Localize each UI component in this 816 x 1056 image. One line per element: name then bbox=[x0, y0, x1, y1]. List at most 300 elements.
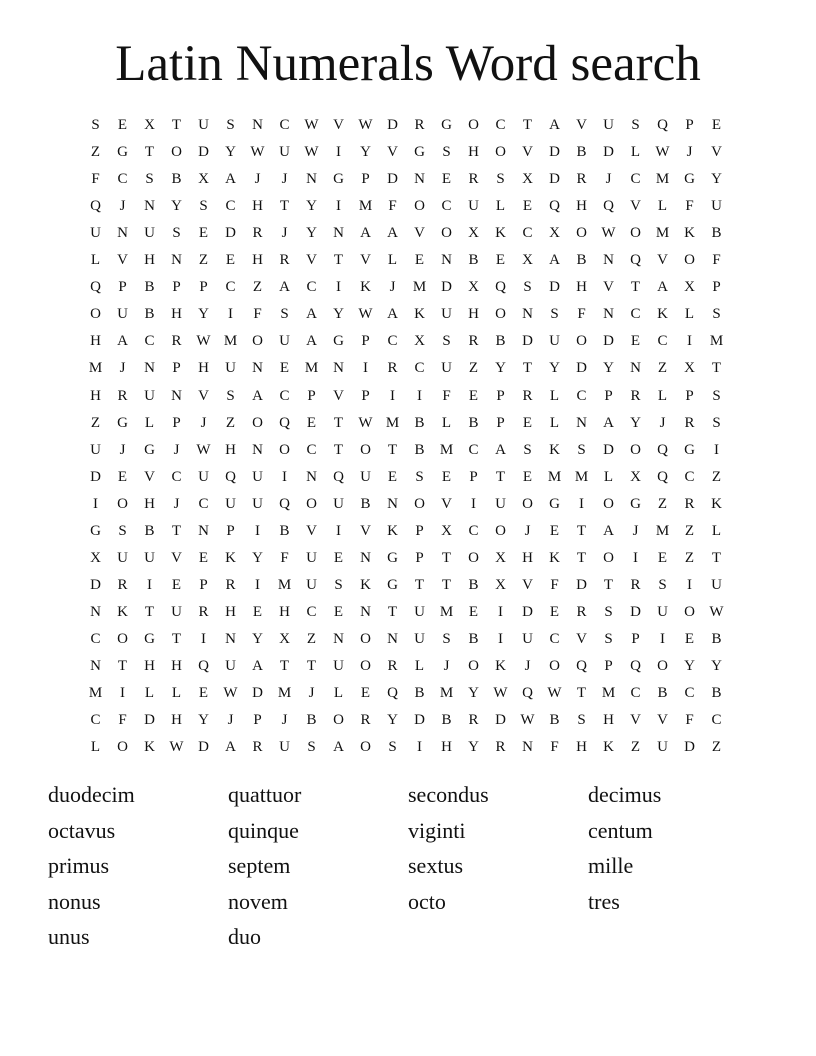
grid-letter: F bbox=[712, 252, 721, 269]
grid-letter: H bbox=[225, 603, 236, 620]
grid-letter: B bbox=[711, 630, 722, 647]
grid-letter: A bbox=[657, 279, 668, 296]
grid-letter: O bbox=[495, 522, 506, 539]
grid-letter: C bbox=[684, 468, 695, 485]
grid-letter: I bbox=[579, 495, 584, 512]
grid-letter: H bbox=[576, 279, 587, 296]
grid-letter: D bbox=[603, 144, 614, 161]
grid-letter: E bbox=[387, 468, 398, 485]
grid-letter: G bbox=[414, 144, 425, 161]
grid-letter: T bbox=[522, 117, 533, 133]
grid-letter: G bbox=[333, 333, 344, 350]
grid-letter: I bbox=[228, 306, 233, 323]
grid-row bbox=[82, 518, 730, 545]
grid-row bbox=[82, 464, 730, 491]
grid-letter: O bbox=[495, 306, 506, 323]
grid-letter: E bbox=[549, 522, 560, 539]
grid-letter: H bbox=[468, 144, 479, 161]
grid-letter: Q bbox=[630, 252, 641, 269]
grid-letter: Q bbox=[630, 658, 641, 674]
grid-letter: M bbox=[655, 225, 670, 242]
grid-letter: V bbox=[360, 252, 371, 269]
grid-letter: E bbox=[468, 387, 479, 404]
grid-letter: Z bbox=[657, 360, 668, 377]
grid-letter: S bbox=[145, 171, 154, 188]
grid-letter: D bbox=[387, 171, 398, 188]
grid-letter: X bbox=[630, 468, 641, 485]
grid-letter: M bbox=[358, 198, 373, 215]
grid-letter: D bbox=[603, 333, 614, 350]
grid-letter: O bbox=[657, 658, 668, 674]
grid-letter: V bbox=[576, 630, 587, 647]
grid-letter: J bbox=[173, 495, 180, 512]
grid-letter: U bbox=[441, 360, 452, 377]
grid-letter: L bbox=[90, 252, 101, 269]
grid-letter: J bbox=[119, 198, 126, 215]
grid-letter: E bbox=[630, 333, 641, 350]
grid-letter: P bbox=[496, 414, 505, 431]
grid-row bbox=[82, 193, 730, 220]
grid-letter: Y bbox=[252, 630, 263, 647]
grid-letter: B bbox=[279, 522, 290, 539]
grid-letter: L bbox=[495, 198, 506, 215]
grid-letter: Q bbox=[279, 495, 290, 512]
grid-letter: B bbox=[576, 144, 587, 161]
grid-letter: T bbox=[333, 252, 344, 269]
grid-letter: Q bbox=[279, 414, 290, 431]
grid-letter: E bbox=[522, 468, 533, 485]
grid-letter: W bbox=[196, 333, 211, 350]
grid-letter: S bbox=[658, 576, 667, 593]
grid-letter: G bbox=[333, 171, 344, 188]
word-list-item: duo bbox=[228, 924, 261, 949]
grid-letter: F bbox=[685, 198, 694, 215]
grid-row bbox=[82, 653, 730, 680]
grid-letter: X bbox=[441, 522, 452, 539]
grid-letter: H bbox=[90, 333, 101, 350]
grid-letter: A bbox=[333, 739, 344, 756]
grid-letter: P bbox=[415, 522, 424, 539]
grid-letter: O bbox=[468, 549, 479, 566]
grid-row bbox=[82, 599, 730, 626]
grid-letter: J bbox=[173, 441, 180, 458]
grid-letter: E bbox=[522, 414, 533, 431]
grid-letter: Z bbox=[306, 630, 317, 647]
grid-letter: F bbox=[577, 306, 586, 323]
grid-letter: V bbox=[360, 522, 371, 539]
grid-letter: U bbox=[414, 603, 425, 620]
grid-letter: J bbox=[119, 360, 126, 377]
grid-letter: U bbox=[306, 576, 317, 593]
grid-letter: M bbox=[547, 468, 562, 485]
word-list-item: septem bbox=[228, 853, 291, 878]
grid-letter: P bbox=[361, 387, 370, 404]
grid-letter: B bbox=[306, 712, 317, 729]
grid-letter: K bbox=[144, 739, 155, 756]
grid-letter: F bbox=[442, 387, 451, 404]
grid-letter: E bbox=[522, 198, 533, 215]
grid-letter: M bbox=[439, 685, 454, 702]
grid-letter: K bbox=[603, 739, 614, 756]
grid-letter: V bbox=[414, 225, 425, 242]
grid-letter: V bbox=[522, 144, 533, 161]
grid-letter: D bbox=[603, 441, 614, 458]
grid-letter: Y bbox=[360, 144, 371, 161]
word-list-item: sextus bbox=[408, 853, 463, 878]
grid-letter: N bbox=[387, 495, 398, 512]
grid-letter: O bbox=[414, 198, 425, 215]
grid-letter: H bbox=[468, 306, 479, 323]
grid-letter: G bbox=[144, 441, 155, 458]
grid-letter: R bbox=[225, 576, 236, 593]
grid-letter: N bbox=[630, 360, 641, 377]
grid-letter: S bbox=[334, 576, 343, 593]
grid-letter: P bbox=[172, 360, 181, 377]
grid-letter: G bbox=[630, 495, 641, 512]
grid-letter: U bbox=[711, 198, 722, 215]
grid-letter: U bbox=[495, 495, 506, 512]
grid-letter: O bbox=[360, 658, 371, 674]
grid-letter: F bbox=[685, 712, 694, 729]
grid-letter: I bbox=[363, 360, 368, 377]
grid-letter: Q bbox=[495, 279, 506, 296]
grid-letter: V bbox=[333, 387, 344, 404]
grid-letter: N bbox=[252, 441, 263, 458]
grid-letter: K bbox=[360, 576, 371, 593]
grid-letter: E bbox=[306, 414, 317, 431]
grid-letter: F bbox=[118, 712, 127, 729]
grid-letter: G bbox=[549, 495, 560, 512]
grid-letter: M bbox=[655, 522, 670, 539]
grid-letter: N bbox=[360, 603, 371, 620]
grid-letter: B bbox=[441, 712, 452, 729]
grid-letter: U bbox=[279, 144, 290, 161]
grid-letter: H bbox=[576, 198, 587, 215]
grid-letter: E bbox=[441, 468, 452, 485]
grid-letter: W bbox=[709, 603, 724, 620]
grid-letter: A bbox=[225, 739, 236, 756]
grid-letter: O bbox=[333, 712, 344, 729]
grid-letter: B bbox=[468, 630, 479, 647]
grid-letter: F bbox=[280, 549, 289, 566]
grid-letter: S bbox=[712, 414, 721, 431]
grid-letter: C bbox=[630, 306, 641, 323]
grid-letter: M bbox=[304, 360, 319, 377]
grid-letter: U bbox=[360, 468, 371, 485]
grid-letter: H bbox=[144, 658, 155, 674]
grid-letter: U bbox=[252, 495, 263, 512]
grid-letter: R bbox=[360, 712, 371, 729]
grid-letter: O bbox=[522, 495, 533, 512]
grid-letter: U bbox=[144, 549, 155, 566]
grid-letter: I bbox=[255, 522, 260, 539]
grid-letter: Z bbox=[252, 279, 263, 296]
grid-letter: H bbox=[144, 252, 155, 269]
grid-letter: P bbox=[604, 658, 613, 674]
grid-letter: D bbox=[198, 739, 209, 756]
grid-letter: L bbox=[711, 522, 722, 539]
grid-letter: B bbox=[171, 171, 182, 188]
grid-letter: E bbox=[252, 603, 263, 620]
grid-letter: U bbox=[603, 117, 614, 133]
grid-letter: C bbox=[522, 225, 533, 242]
grid-letter: R bbox=[630, 576, 641, 593]
grid-letter: M bbox=[439, 603, 454, 620]
grid-letter: G bbox=[684, 441, 695, 458]
grid-letter: H bbox=[603, 712, 614, 729]
grid-letter: R bbox=[468, 712, 479, 729]
grid-letter: O bbox=[117, 495, 128, 512]
grid-letter: D bbox=[630, 603, 641, 620]
grid-letter: E bbox=[117, 117, 128, 133]
grid-letter: U bbox=[306, 549, 317, 566]
grid-letter: S bbox=[442, 333, 451, 350]
grid-letter: T bbox=[171, 117, 182, 133]
grid-letter: V bbox=[198, 387, 209, 404]
grid-letter: N bbox=[144, 198, 155, 215]
grid-letter: I bbox=[417, 387, 422, 404]
grid-letter: E bbox=[495, 252, 506, 269]
grid-letter: Y bbox=[333, 306, 344, 323]
grid-letter: D bbox=[522, 603, 533, 620]
grid-letter: W bbox=[196, 441, 211, 458]
grid-letter: S bbox=[550, 306, 559, 323]
grid-letter: I bbox=[120, 685, 125, 702]
grid-letter: K bbox=[495, 225, 506, 242]
grid-letter: M bbox=[277, 685, 292, 702]
grid-letter: T bbox=[306, 658, 317, 674]
word-list-item: centum bbox=[588, 817, 653, 843]
grid-letter: S bbox=[712, 306, 721, 323]
grid-letter: S bbox=[712, 387, 721, 404]
grid-letter: A bbox=[279, 279, 290, 296]
grid-letter: N bbox=[144, 360, 155, 377]
grid-letter: Y bbox=[198, 712, 209, 729]
grid-letter: X bbox=[144, 117, 155, 133]
grid-letter: C bbox=[468, 441, 479, 458]
grid-letter: S bbox=[523, 441, 532, 458]
grid-row bbox=[82, 626, 730, 653]
grid-letter: E bbox=[279, 360, 290, 377]
grid-letter: G bbox=[387, 549, 398, 566]
grid-letter: Y bbox=[198, 306, 209, 323]
grid-letter: O bbox=[117, 739, 128, 756]
grid-letter: V bbox=[657, 252, 668, 269]
grid-letter: S bbox=[226, 117, 235, 133]
grid-letter: Y bbox=[549, 360, 560, 377]
grid-letter: A bbox=[360, 225, 371, 242]
grid-letter: Z bbox=[198, 252, 209, 269]
grid-letter: N bbox=[360, 549, 371, 566]
grid-row bbox=[82, 383, 730, 410]
grid-letter: W bbox=[250, 144, 265, 161]
grid-letter: D bbox=[522, 333, 533, 350]
grid-letter: G bbox=[387, 576, 398, 593]
grid-letter: T bbox=[630, 279, 641, 296]
grid-letter: N bbox=[171, 252, 182, 269]
word-list-item: duodecim bbox=[48, 782, 135, 807]
grid-letter: N bbox=[333, 225, 344, 242]
grid-letter: Q bbox=[603, 198, 614, 215]
grid-letter: B bbox=[468, 252, 479, 269]
grid-letter: L bbox=[441, 414, 452, 431]
grid-letter: S bbox=[523, 279, 532, 296]
grid-letter: Z bbox=[657, 495, 668, 512]
grid-letter: Y bbox=[306, 198, 317, 215]
grid-letter: A bbox=[306, 306, 317, 323]
grid-letter: C bbox=[90, 712, 101, 729]
grid-letter: D bbox=[549, 279, 560, 296]
grid-letter: O bbox=[468, 658, 479, 674]
word-list-item: mille bbox=[588, 853, 634, 878]
grid-letter: O bbox=[441, 225, 452, 242]
grid-letter: T bbox=[279, 658, 290, 674]
grid-letter: P bbox=[685, 117, 694, 133]
grid-letter: J bbox=[308, 685, 315, 702]
grid-letter: T bbox=[522, 360, 533, 377]
grid-letter: Y bbox=[495, 360, 506, 377]
grid-letter: D bbox=[90, 576, 101, 593]
grid-letter: Y bbox=[630, 414, 641, 431]
grid-letter: L bbox=[603, 468, 614, 485]
grid-letter: P bbox=[172, 414, 181, 431]
grid-letter: M bbox=[88, 360, 103, 377]
grid-letter: W bbox=[304, 144, 319, 161]
grid-letter: L bbox=[171, 685, 182, 702]
grid-letter: U bbox=[441, 306, 452, 323]
grid-letter: U bbox=[252, 468, 263, 485]
grid-letter: B bbox=[468, 576, 479, 593]
grid-letter: R bbox=[387, 360, 398, 377]
grid-letter: C bbox=[306, 441, 317, 458]
grid-letter: N bbox=[387, 630, 398, 647]
grid-letter: E bbox=[333, 549, 344, 566]
grid-letter: Y bbox=[603, 360, 614, 377]
grid-letter: E bbox=[333, 603, 344, 620]
grid-letter: Q bbox=[90, 279, 101, 296]
grid-letter: C bbox=[495, 117, 506, 133]
grid-letter: H bbox=[90, 387, 101, 404]
grid-letter: X bbox=[414, 333, 425, 350]
grid-letter: Q bbox=[549, 198, 560, 215]
grid-letter: W bbox=[304, 117, 319, 133]
grid-letter: C bbox=[171, 468, 182, 485]
grid-letter: C bbox=[630, 171, 641, 188]
grid-letter: Q bbox=[198, 658, 209, 674]
grid-letter: D bbox=[549, 171, 560, 188]
grid-letter: S bbox=[91, 117, 100, 133]
grid-letter: V bbox=[306, 252, 317, 269]
grid-letter: M bbox=[655, 171, 670, 188]
grid-letter: N bbox=[171, 387, 182, 404]
grid-letter: B bbox=[576, 252, 587, 269]
grid-letter: U bbox=[279, 333, 290, 350]
grid-letter: H bbox=[522, 549, 533, 566]
grid-letter: J bbox=[227, 712, 234, 729]
grid-letter: D bbox=[441, 279, 452, 296]
grid-letter: M bbox=[601, 685, 616, 702]
grid-letter: S bbox=[442, 144, 451, 161]
grid-letter: S bbox=[631, 117, 640, 133]
grid-letter: R bbox=[414, 117, 425, 133]
grid-letter: V bbox=[630, 712, 641, 729]
grid-letter: M bbox=[277, 576, 292, 593]
grid-letter: G bbox=[441, 117, 452, 133]
grid-letter: C bbox=[225, 279, 236, 296]
grid-letter: C bbox=[576, 387, 587, 404]
grid-letter: X bbox=[495, 576, 506, 593]
grid-letter: Q bbox=[225, 468, 236, 485]
grid-letter: U bbox=[198, 468, 209, 485]
grid-letter: I bbox=[417, 739, 422, 756]
grid-letter: O bbox=[117, 630, 128, 647]
grid-letter: B bbox=[144, 306, 155, 323]
grid-letter: H bbox=[144, 495, 155, 512]
grid-letter: J bbox=[524, 658, 531, 674]
grid-letter: F bbox=[388, 198, 397, 215]
grid-letter: T bbox=[441, 549, 452, 566]
grid-letter: C bbox=[711, 712, 722, 729]
grid-letter: P bbox=[199, 279, 208, 296]
grid-letter: X bbox=[90, 549, 101, 566]
grid-letter: C bbox=[549, 630, 560, 647]
grid-letter: Q bbox=[657, 468, 668, 485]
grid-letter: N bbox=[333, 360, 344, 377]
grid-letter: H bbox=[198, 360, 209, 377]
grid-letter: N bbox=[117, 225, 128, 242]
grid-letter: X bbox=[522, 171, 533, 188]
grid-letter: H bbox=[279, 603, 290, 620]
grid-letter: Y bbox=[387, 712, 398, 729]
grid-letter: V bbox=[657, 712, 668, 729]
grid-letter: G bbox=[90, 522, 101, 539]
grid-letter: R bbox=[252, 225, 263, 242]
grid-row bbox=[82, 491, 730, 518]
grid-letter: K bbox=[495, 658, 506, 674]
grid-letter: O bbox=[495, 144, 506, 161]
grid-letter: K bbox=[549, 441, 560, 458]
grid-letter: I bbox=[201, 630, 206, 647]
grid-letter: S bbox=[226, 387, 235, 404]
grid-letter: I bbox=[498, 630, 503, 647]
grid-letter: V bbox=[171, 549, 182, 566]
grid-letter: Q bbox=[522, 685, 533, 702]
grid-letter: L bbox=[684, 306, 695, 323]
grid-letter: T bbox=[414, 576, 425, 593]
grid-letter: Y bbox=[711, 658, 722, 674]
grid-letter: U bbox=[90, 441, 101, 458]
grid-letter: X bbox=[468, 279, 479, 296]
grid-letter: S bbox=[442, 630, 451, 647]
grid-letter: S bbox=[577, 712, 586, 729]
grid-letter: A bbox=[603, 522, 614, 539]
grid-letter: D bbox=[414, 712, 425, 729]
grid-letter: H bbox=[252, 198, 263, 215]
grid-letter: U bbox=[468, 198, 479, 215]
grid-letter: W bbox=[358, 117, 373, 133]
grid-letter: R bbox=[468, 333, 479, 350]
grid-letter: D bbox=[684, 739, 695, 756]
grid-letter: I bbox=[336, 144, 341, 161]
grid-letter: M bbox=[439, 441, 454, 458]
grid-letter: J bbox=[605, 171, 612, 188]
grid-letter: F bbox=[253, 306, 262, 323]
grid-letter: K bbox=[711, 495, 722, 512]
word-list-item: novem bbox=[228, 888, 288, 914]
grid-letter: O bbox=[360, 739, 371, 756]
grid-letter: J bbox=[281, 712, 288, 729]
grid-letter: S bbox=[388, 739, 397, 756]
